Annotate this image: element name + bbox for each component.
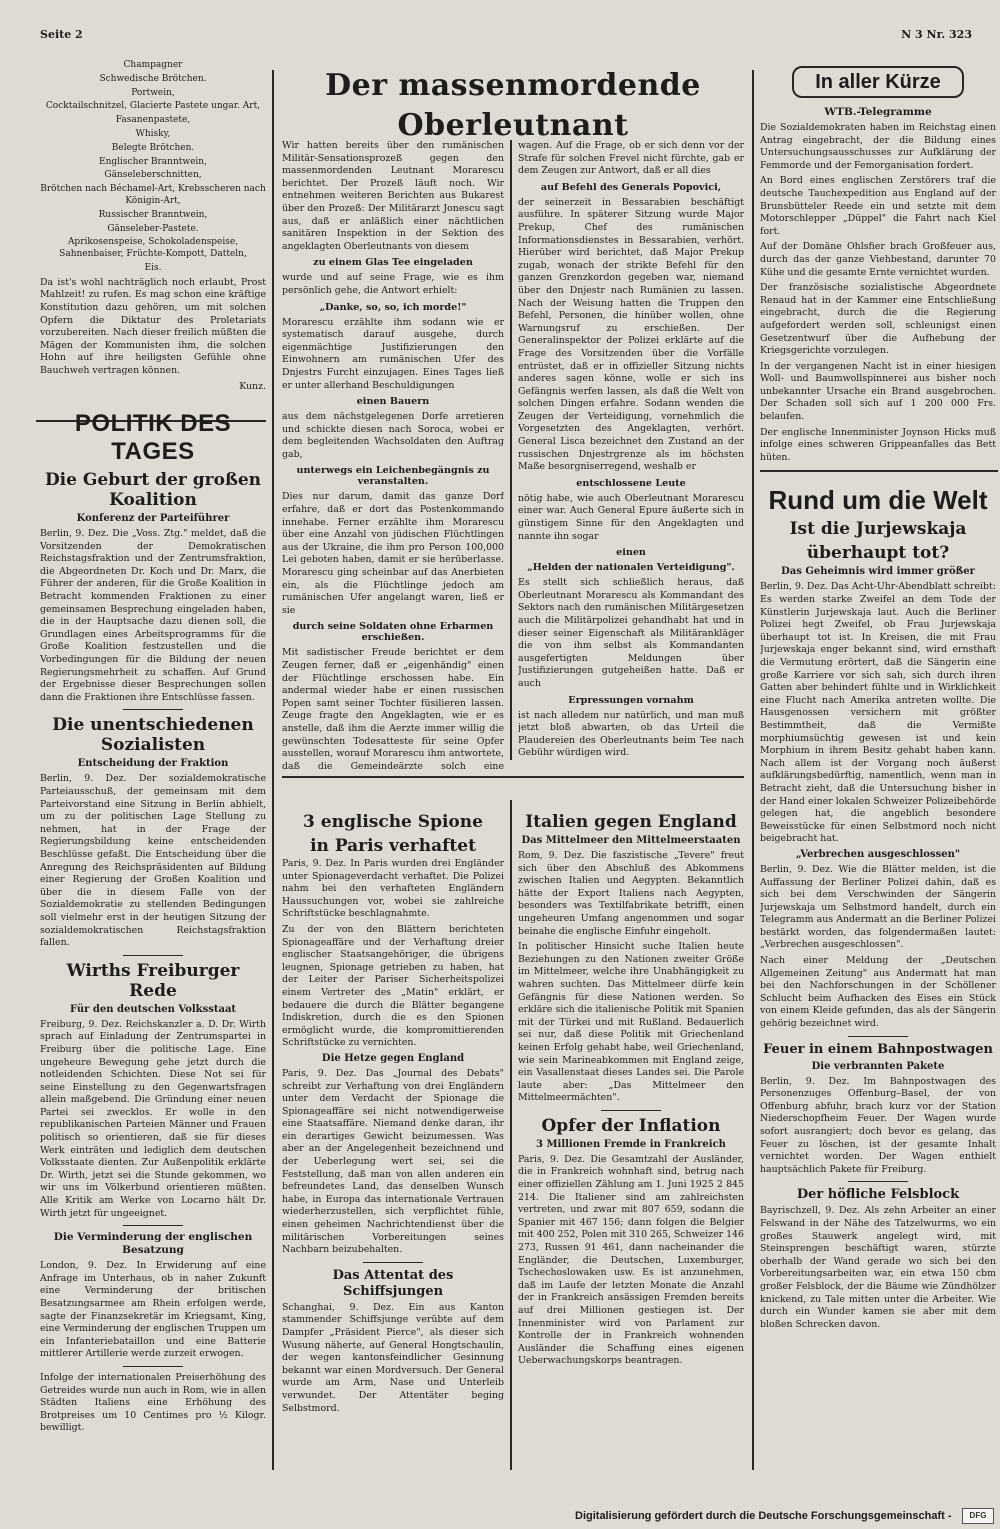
dfg-logo-icon: DFG xyxy=(962,1508,994,1524)
article-body: ist nach alledem nur natürlich, und man muß jetzt bloß abwarten, ob das Urteil die Plaudereien des Oberleutnants beim Tee nach Gebühr würdigen wird. xyxy=(518,709,744,759)
divider xyxy=(123,709,183,710)
inline-headline: einen Bauern xyxy=(356,396,430,408)
article-body: Schanghai, 9. Dez. Ein aus Kanton stammender Schiffsjunge verübte auf dem Dampfer „Präsident Pierce", als dieser sich Wusung näherte, auf General Hongtschaulin, der wegen kantonsfeindlicher Gesinnung bekannt war einen Mordversuch. Der General wurde am Arm, Nase und Unterleib verwundet. Der Attentäter beging Selbstmord. xyxy=(282,1301,504,1414)
article-headline-2: überhaupt tot? xyxy=(806,543,950,564)
inline-headline: Erpressungen vornahm xyxy=(568,694,694,706)
article-subheadline: Konferenz der Parteiführer xyxy=(76,513,230,525)
article-headline: Der höfliche Felsblock xyxy=(796,1187,960,1203)
article-headline: 3 englische Spione xyxy=(303,812,483,832)
article-body: Berlin, 9. Dez. Wie die Blätter melden, ist die Auffassung der Berliner Polizei dahin, daß es sich bei dem Verschwinden der Sängerin Jurjewskaja um Selbstmord handelt, durch ein Telegramm aus Andermatt an die Berliner Polizei bestärkt worden, das folgendermaßen lautet: „Verbrechen ausgeschlossen". xyxy=(760,863,996,951)
menu-line: Aprikosenspeise, Schokoladenspeise, Sahnenbaiser, Früchte-Kompott, Datteln, xyxy=(59,237,247,260)
inline-headline: durch seine Soldaten ohne Erbarmen erschießen. xyxy=(292,621,494,644)
article-headline: Die unentschiedenen Sozialisten xyxy=(52,715,254,756)
article-body: Paris, 9. Dez. Das „Journal des Debats" schreibt zur Verhaftung von drei Engländern unter dem Verdacht der Spionage die Spionageaffäre sei nicht notwendigerweise eine Staatsaffäre. Niemand denke daran, ihr ein derartiges Gewicht beizumessen. Was aber an der Angelegenheit bezeichnend und der Ueberlegung wert sei, sei die Feststellung, daß man von allen anderen ein befreundetes Land, das denselben Wunsch habe, in Europa das internationale Vertrauen wiederherzustellen, sich verpflichtet fühle, einen geheimen Nachrichtendienst über die militärischen Vorbereitungen seines Nachbarn beizubehalten. xyxy=(282,1067,504,1256)
inline-headline: zu einem Glas Tee eingeladen xyxy=(313,257,473,269)
divider xyxy=(123,955,183,956)
article-subheadline: Das Geheimnis wird immer größer xyxy=(781,566,975,578)
article-body: nötig habe, wie auch Oberleutnant Morarescu einer war. Auch General Epure äußerte sich in günstigem Sinne für den Angeklagten und nannte ihn sogar xyxy=(518,492,744,542)
article-headline: WTB.-Telegramme xyxy=(824,106,932,118)
divider xyxy=(848,1036,908,1037)
menu-line: Brötchen nach Béchamel-Art, Krebsscheren nach Königin-Art, xyxy=(40,184,266,206)
article-body: Wir hatten bereits über den rumänischen Militär-Sensationsprozeß gegen den massenmordenden Leutnant Morarescu berichtet. Der Prozeß läuft noch. Wir entnehmen weiteren Berichten aus Bukarest über den Prozeß: Der Militärarzt Jonescu sagt aus, daß er anläßlich einer nächtlichen sanitären Inspektion in der Sektion des angeklagten Oberleutnants von diesem xyxy=(282,140,504,252)
banner-article-header xyxy=(282,66,744,146)
menu-line: Portwein, xyxy=(131,87,175,98)
divider xyxy=(848,1181,908,1182)
article-subheadline: Die verbrannten Pakete xyxy=(811,1060,945,1072)
article-body: aus dem nächstgelegenen Dorfe arretieren und schickte diesen nach Soroca, wobei er dem begleitenden Wachsoldaten den Auftrag gab, xyxy=(282,411,504,460)
menu-line: Belegte Brötchen. xyxy=(111,142,195,153)
signature: Kunz. xyxy=(239,380,266,392)
article-body: Morarescu erzählte ihm sodann wie er systematisch darauf ausgehe, durch eigenmächtige Justifizierungen den Einwohnern am rumänischen Ufer des Dnjestrs Furcht einzujagen. Eines Tages ließ er unter allerhand Beschuldigungen xyxy=(282,316,504,391)
menu-list xyxy=(40,60,266,275)
divider xyxy=(601,1110,661,1111)
menu-line: Englischer Branntwein, xyxy=(99,156,207,167)
article-subheadline: Entscheidung der Fraktion xyxy=(77,758,229,770)
news-note: Infolge der internationalen Preiserhöhung des Getreides wurde nun auch in Rom, wie in allen Städten Italiens eine Erhöhung des Brotpreises um 10 Centimes pro ½ Kilogr. bewilligt. xyxy=(40,1371,266,1434)
article-body: wagen. Auf die Frage, ob er sich denn vor der Strafe für solchen Frevel nicht fürchte, gab er dem Zeugen zur Antwort, daß er all dies xyxy=(518,140,744,177)
divider xyxy=(363,1262,423,1263)
inline-headline: „Danke, so, so, ich morde!" xyxy=(319,301,467,313)
inline-headline: „Helden der nationalen Verteidigung". xyxy=(527,562,735,574)
column-center-right-lower xyxy=(518,808,744,1478)
banner-article-col-2 xyxy=(518,140,744,770)
column-rule xyxy=(272,70,274,1470)
article-headline: Feuer in einem Bahnpostwagen xyxy=(763,1041,993,1057)
menu-line: Fasanenpastete, xyxy=(115,115,191,126)
column-center-left-lower xyxy=(282,808,504,1478)
article-headline: Ist die Jurjewskaja xyxy=(789,519,967,540)
column-rule xyxy=(510,800,512,1470)
menu-line: Gänseleber-Pastete. xyxy=(107,223,199,234)
column-rule xyxy=(510,140,512,760)
article-body: Dies nur darum, damit das ganze Dorf erfahre, daß er dort das Postenkommando innehabe. Ferner erzählte ihm Morarescu über eine Anzahl von jüdischen Flüchtlingen aus der Ukraine, die ihm pro Person 100,000 Lei geboten haben, damit er sie herüberlasse. Morarescu ging scheinbar auf das Anerbieten ein, als die Flüchtlinge jedoch am rumänischen Ufer angelangt waren, ließ er sie xyxy=(282,491,504,616)
article-body: wurde und auf seine Frage, wie es ihm persönlich gehe, die Antwort erhielt: xyxy=(282,272,504,296)
article-body: Es stellt sich schließlich heraus, daß Oberleutnant Morarescu als Kommandant des Sektors nach den rumänischen Militärgesetzen auch die Militärpolizei gehandhabt hat und in dieser seiner Eigenschaft als Militärankläger die von ihm selbst als Kommandanten ausgefertigten Meldungen über Justifizierungen gutgeheißen hatte. Daß er auch xyxy=(518,577,744,689)
article-headline: Opfer der Inflation xyxy=(541,1115,721,1136)
menu-line: Schwedische Brötchen. xyxy=(99,73,207,84)
menu-line: Russischer Branntwein, xyxy=(98,209,208,220)
article-headline: Italien gegen England xyxy=(525,812,737,832)
menu-closing-text: Da ist's wohl nachträglich noch erlaubt, Prost Mahlzeit! zu rufen. Es mag schon eine kräftige Konstitution dazu gehören, um mit solchen Opfern die Diktatur des Proletariats vorzubereiten. Nach dieser freilich müßten die Mägen der Kommunisten ihm, die solchen Hohn auf ihre heiligsten Gefühle ohne Bauchweh vertragen können. xyxy=(40,276,266,376)
inline-headline: unterwegs ein Leichenbegängnis zu veranstalten. xyxy=(296,465,490,488)
article-body: Freiburg, 9. Dez. Reichskanzler a. D. Dr. Wirth sprach auf Einladung der Zentrumspartei in Freiburg über die politische Lage. Eine ungeheure Bewegung gehe jetzt durch die notleidenden Schichten. Diese Not sei für seine Einstellung zu den Gegenwartsfragen allein maßgebend. Die Gründung einer neuen Partei sei zwecklos. Er wolle in den republikanischen Parteien Männer und Frauen politisch so orientieren, daß sie für dieses Werk einträten und lediglich dem deutschen Volksstaate dienten. Zur Außenpolitik erklärte Dr. Wirth, jetzt sei die Stunde gekommen, wo wir uns im Völkerbund orientieren müßten. Alle Kritik am Werke von Locarno hält Dr. Wirth jetzt für ungeeignet. xyxy=(40,1018,266,1219)
column-right xyxy=(760,66,996,1486)
column-rule xyxy=(752,70,754,1470)
divider xyxy=(123,1225,183,1226)
news-item: Der französische sozialistische Abgeordnete Renaud hat in der Kammer eine Entschließung eingebracht, durch die die Regierung aufgefordert werden soll, schleunigst einen Gesetzentwurf über die Aufhebung der Kriegsgerichte vorzulegen. xyxy=(760,282,996,357)
article-headline-2: in Paris verhaftet xyxy=(310,836,476,856)
article-subheadline: Die Hetze gegen England xyxy=(321,1052,465,1064)
article-headline: Die Verminderung der englischen Besatzung xyxy=(53,1231,253,1257)
article-body: In politischer Hinsicht suche Italien heute Beziehungen zu den Nationen zweiter Größe im Mittelmeer, welche ihre Unabhängigkeit zu wahren suchten. Das Mittelmeer dürfe kein Gefängnis für diese Nationen werden. So erkläre sich die italienische Politik mit Spanien mit der Türkei und mit Rußland. Bedauerlich sei nur, daß diese Politik mit Griechenland keinen Erfolg gehabt habe, weil Griechenland, wie sein Marineabkommen mit England zeige, ein Vasallenstaat dieses Landes sei. Die Parole laute aber: „Das Mittelmeer den Mittelmeermächten". xyxy=(518,941,744,1104)
article-body: Paris, 9. Dez. In Paris wurden drei Engländer unter Spionageverdacht verhaftet. Die Polizei nahm bei den verhafteten Engländern Haussuchungen vor, wobei sie zahlreiche Schriftstücke beschlagnahmte. xyxy=(282,858,504,920)
article-body: Berlin, 9. Dez. Das Acht-Uhr-Abendblatt schreibt: Es werden starke Zweifel an dem Tode der Künstlerin Jurjewskaja laut. Auch die Berliner Polizei hegt Zweifel, ob Frau Jurjewskaja überhaupt tot ist. In Kreisen, die mit Frau Jurjewskaja enger bekannt sind, wird ernsthaft die Vermutung erörtert, daß die Sängerin eine große Karriere vor sich sah, sich durch ihren Gatten aber behindert fühlte und in Wirklichkeit eine Flucht nach Amerika antreten wollte. Die Hausgenossen versichern mit größter Bestimmtheit, daß die Vermißte morphiumsüchtig gewesen ist und kein Morphium in ihrem Besitz gehabt haben kann. Nach allem ist der Vorgang noch äußerst aufklärungsbedürftig, namentlich, wenn man in Betracht zieht, daß die Untersuchung bisher in der Hand einer lokalen Schweizer Polizeibehörde gelegen hat, die angeblich besondere Beweisstücke für einen Selbstmord noch nicht beigebracht hat. xyxy=(760,581,996,845)
article-body: Nach einer Meldung der „Deutschen Allgemeinen Zeitung" aus Andermatt hat man bei den Nachforschungen in der Schöllener Schlucht beim Aufhacken des Eises ein Stück von einem Kleide gefunden, das als der Sängerin gehörig bezeichnet wird. xyxy=(760,955,996,1030)
article-body: Zu der von den Blättern berichteten Spionageaffäre und der Verhaftung dreier englischer Staatsangehöriger, die übrigens leugnen, Spionage getrieben zu haben, hat der Leiter der Pariser Sicherheitspolizei einem Vertreter des „Matin" erklärt, er bedauere die durch die Blätter begangene Indiskretion, durch die es den Spionen ermöglicht wurde, die kompromittierenden Schriftstücke zu vernichten. xyxy=(282,923,504,1049)
news-item: Der englische Innenminister Joynson Hicks muß infolge eines schweren Grippeanfalles das Bett hüten. xyxy=(760,426,996,463)
article-body: Mit sadistischer Freude berichtet er dem Zeugen ferner, daß er „eigenhändig" einen der Flüchtlinge erschossen habe. Ein andermal wieder habe er einen russischen Popen samt seiner Tochter füsilieren lassen. Zeuge fragte den Angeklagten, wie er es anstelle, daß ihm die Aerzte immer willig die gewünschten Todesatteste für seine Opfer ausstellen, worauf Morarescu ihm antwortete, daß die Gemeindeärzte solch eine xyxy=(282,647,504,770)
menu-line: Gänseleberschnitten, xyxy=(104,170,202,181)
news-item: An Bord eines englischen Zerstörers traf die deutsche Tauchexpedition aus England auf der Brunsbütteler Reede ein und setzte mit dem Motorschlepper „Düppel" die Fahrt nach Kiel fort. xyxy=(760,175,996,237)
menu-line: Eis. xyxy=(144,262,162,273)
menu-line: Cocktailschnitzel, Glacierte Pastete ungar. Art, xyxy=(45,101,261,112)
section-title-kurze: In aller Kürze xyxy=(792,66,964,98)
menu-line: Whisky, xyxy=(135,128,171,139)
article-headline: Das Attentat des Schiffsjungen xyxy=(332,1267,454,1299)
running-head-left: Seite 2 xyxy=(40,28,83,41)
article-headline: Die Geburt der großen Koalition xyxy=(44,470,262,511)
section-title-welt: Rund um die Welt xyxy=(768,485,988,516)
news-item: Auf der Domäne Ohlsfier brach Großfeuer aus, durch das der ganze Viehbestand, darunter 70 Kühe und die gesamte Ernte vernichtet wurden. xyxy=(760,241,996,278)
divider xyxy=(123,1366,183,1367)
inline-headline: entschlossene Leute xyxy=(576,477,686,489)
section-rule xyxy=(282,776,744,778)
article-body: London, 9. Dez. In Erwiderung auf eine Anfrage im Unterhaus, ob in naher Zukunft eine Verminderung der britischen Besatzungsarmee am Rhein erfolgen werde, sagte der Finanzsekretär im Kriegsamt, King, eine Verminderung der englischen Truppen um ein Infanteriebataillon und eine Batterie mittlerer Artillerie werde zurzeit erwogen. xyxy=(40,1260,266,1360)
article-body: Berlin, 9. Dez. Im Bahnpostwagen des Personenzuges Offenburg–Basel, der von Offenburg abfuhr, brach kurz vor der Station Niederschopfheim Feuer. Der Wagen wurde sofort ausrangiert; doch bevor es gelang, das Feuer zu löschen, ist der gesamte Inhalt vernichtet worden. Der Wagen enthielt hauptsächlich Pakete für Freiburg. xyxy=(760,1075,996,1175)
article-body: Berlin, 9. Dez. Die „Voss. Ztg." meldet, daß die Vorsitzenden der Demokratischen Reichstagsfraktion und der Zentrumsfraktion, die Abgeordneten Dr. Koch und Dr. Marx, die Führer der anderen, für die Große Koalition in Betracht kommenden Fraktionen zu einer gemeinsamen Besprechung eingeladen haben, die in der Hauptsache dazu dienen soll, die Grundlagen eines Arbeitsprogramms für die Große Koalition festzustellen und die Vorbedingungen für die Bildung der neuen Regierungsmehrheit zu schaffen. Auf Grund der Ergebnisse dieser Besprechungen sollen dann die Fraktionen ihre Entschlüsse fassen. xyxy=(40,528,266,703)
news-item: Die Sozialdemokraten haben im Reichstag einen Antrag eingebracht, der die Bildung eines Untersuchungsausschusses zur Aufklärung der Femmorde und der Femorganisation fordert. xyxy=(760,122,996,171)
article-subheadline: Für den deutschen Volksstaat xyxy=(69,1003,237,1015)
article-body: Berlin, 9. Dez. Der sozialdemokratische Parteiausschuß, der gemeinsam mit dem Parteivorstand eine Sitzung in Berlin abhielt, um zu der politischen Lage Stellung zu nehmen, hat in der Frage der Regierungsbildung keine entscheidenden Beschlüsse gefaßt. Die Entscheidung über die Anregung des Reichspräsidenten auf Bildung einer Regierung der Großen Koalition und über die in diesem Falle von der Sozialdemokratie zu stellenden Bedingungen soll vielmehr erst in der heutigen Sitzung der sozialdemokratischen Reichstagsfraktion fallen. xyxy=(40,773,266,949)
article-subheadline: „Verbrechen ausgeschlossen" xyxy=(795,848,961,860)
article-body: Paris, 9. Dez. Die Gesamtzahl der Ausländer, die in Frankreich wohnhaft sind, betrug nach einer offiziellen Zählung am 1. Juni 1925 2 845 214. Die Italiener sind am zahlreichsten vertreten, und zwar mit 807 659, sodann die Spanier mit 467 156; dann folgen die Belgier mit 400 252, Polen mit 310 265, Schweizer 146 273, Russen 91 461, dann nacheinander die Engländer, die Deutschen, Luxemburger, Tschechoslowaken usw. Es ist anzunehmen, daß im Laufe der letzten Monate die Anzahl der in Frankreich ansässigen Fremden bereits auf drei Millionen gestiegen ist. Der Innenminister wird von Parlament zur Kontrolle der in Frankreich wohnenden Ausländer die Schaffung eines eigenen Ueberwachungskorps beantragen. xyxy=(518,1153,744,1367)
article-subheadline: Das Mittelmeer den Mittelmeerstaaten xyxy=(521,835,741,846)
menu-line: Champagner xyxy=(123,60,183,70)
article-body: der seinerzeit in Bessarabien beschäftigt ausführe. In späterer Sitzung wurde Major Prekup, Chef des rumänischen Informationsdienstes in Bessarabien, verhört. Hierüber wird berichtet, daß Major Prekup zugab, wonach der strikte Befehl für den ganzen Grenzkordon gegeben war, niemand über den Dnjestr nach Rumänien zu lassen. Nach der Weisung hatten die Truppen den Befehl, Personen, die hinüber wollen, ohne Warnungsruf zu erschießen. Der Generalinspektor der Polizei erklärte auf die Frage des Vorsitzenden über die Vorfälle entrüstet, daß er in offizieller Sitzung nichts anderes sagen könne, wolle er sich ins Gefängnis werfen lassen, als daß die Welt von solchen Dingen erfahre. Sodann wenden die Zeugen der Verteidigung, vornehmlich die Vorgesetzten des Angeklagten, verhört. General Lisca bezeichnet den Zustand an der russischen Dnjestrgrenze als im höchsten Maße besorgniserregend, weshalb er xyxy=(518,196,744,473)
inline-headline: einen xyxy=(616,547,646,559)
column-left xyxy=(40,60,266,1480)
banner-article-col-1 xyxy=(282,140,504,770)
news-item: In der vergangenen Nacht ist in einer hiesigen Woll- und Baumwollspinnerei aus bisher noch unbekannter Ursache ein Brand ausgebrochen. Der Schaden soll sich auf 1 200 000 Frs. belaufen. xyxy=(760,360,996,423)
running-head-right: N 3 Nr. 323 xyxy=(901,28,972,41)
article-body: Rom, 9. Dez. Die faszistische „Tevere" freut sich über den Abschluß des Abkommens zwischen Italien und Aegypten. Bekanntlich hätte der Export Italiens nach Aegypten, besonders was Textilfabrikate betrifft, einen ungeheuren Umfang angenommen und sogar beinahe die englische Einfuhr eingeholt. xyxy=(518,850,744,937)
article-headline: Wirths Freiburger Rede xyxy=(66,960,240,1001)
inline-headline: auf Befehl des Generals Popovici, xyxy=(540,181,722,193)
banner-headline: Der massenmordende Oberleutnant xyxy=(325,68,701,143)
article-subheadline: 3 Millionen Fremde in Frankreich xyxy=(536,1138,726,1150)
digitization-credit: Digitalisierung gefördert durch die Deutsche Forschungsgemeinschaft - xyxy=(575,1510,952,1522)
article-body: Bayrischzell, 9. Dez. Als zehn Arbeiter an einer Felswand in der Nähe des Tatzelwurms, wo ein großes Stauwerk angelegt wird, mit Steinsprengen beschäftigt waren, stürzte oberhalb der Wand gerade wo sich bei den Vorbereitungsarbeiten war, ein etwa 150 cbm großer Felsblock, der die Bäume wie Zündhölzer knickend, zu Tale mitten unter die Arbeiter. Wie durch ein Wunder kamen sie aber mit dem bloßen Schrecken davon. xyxy=(760,1205,996,1330)
section-title-politik: POLITIK DES TAGES xyxy=(74,410,232,466)
